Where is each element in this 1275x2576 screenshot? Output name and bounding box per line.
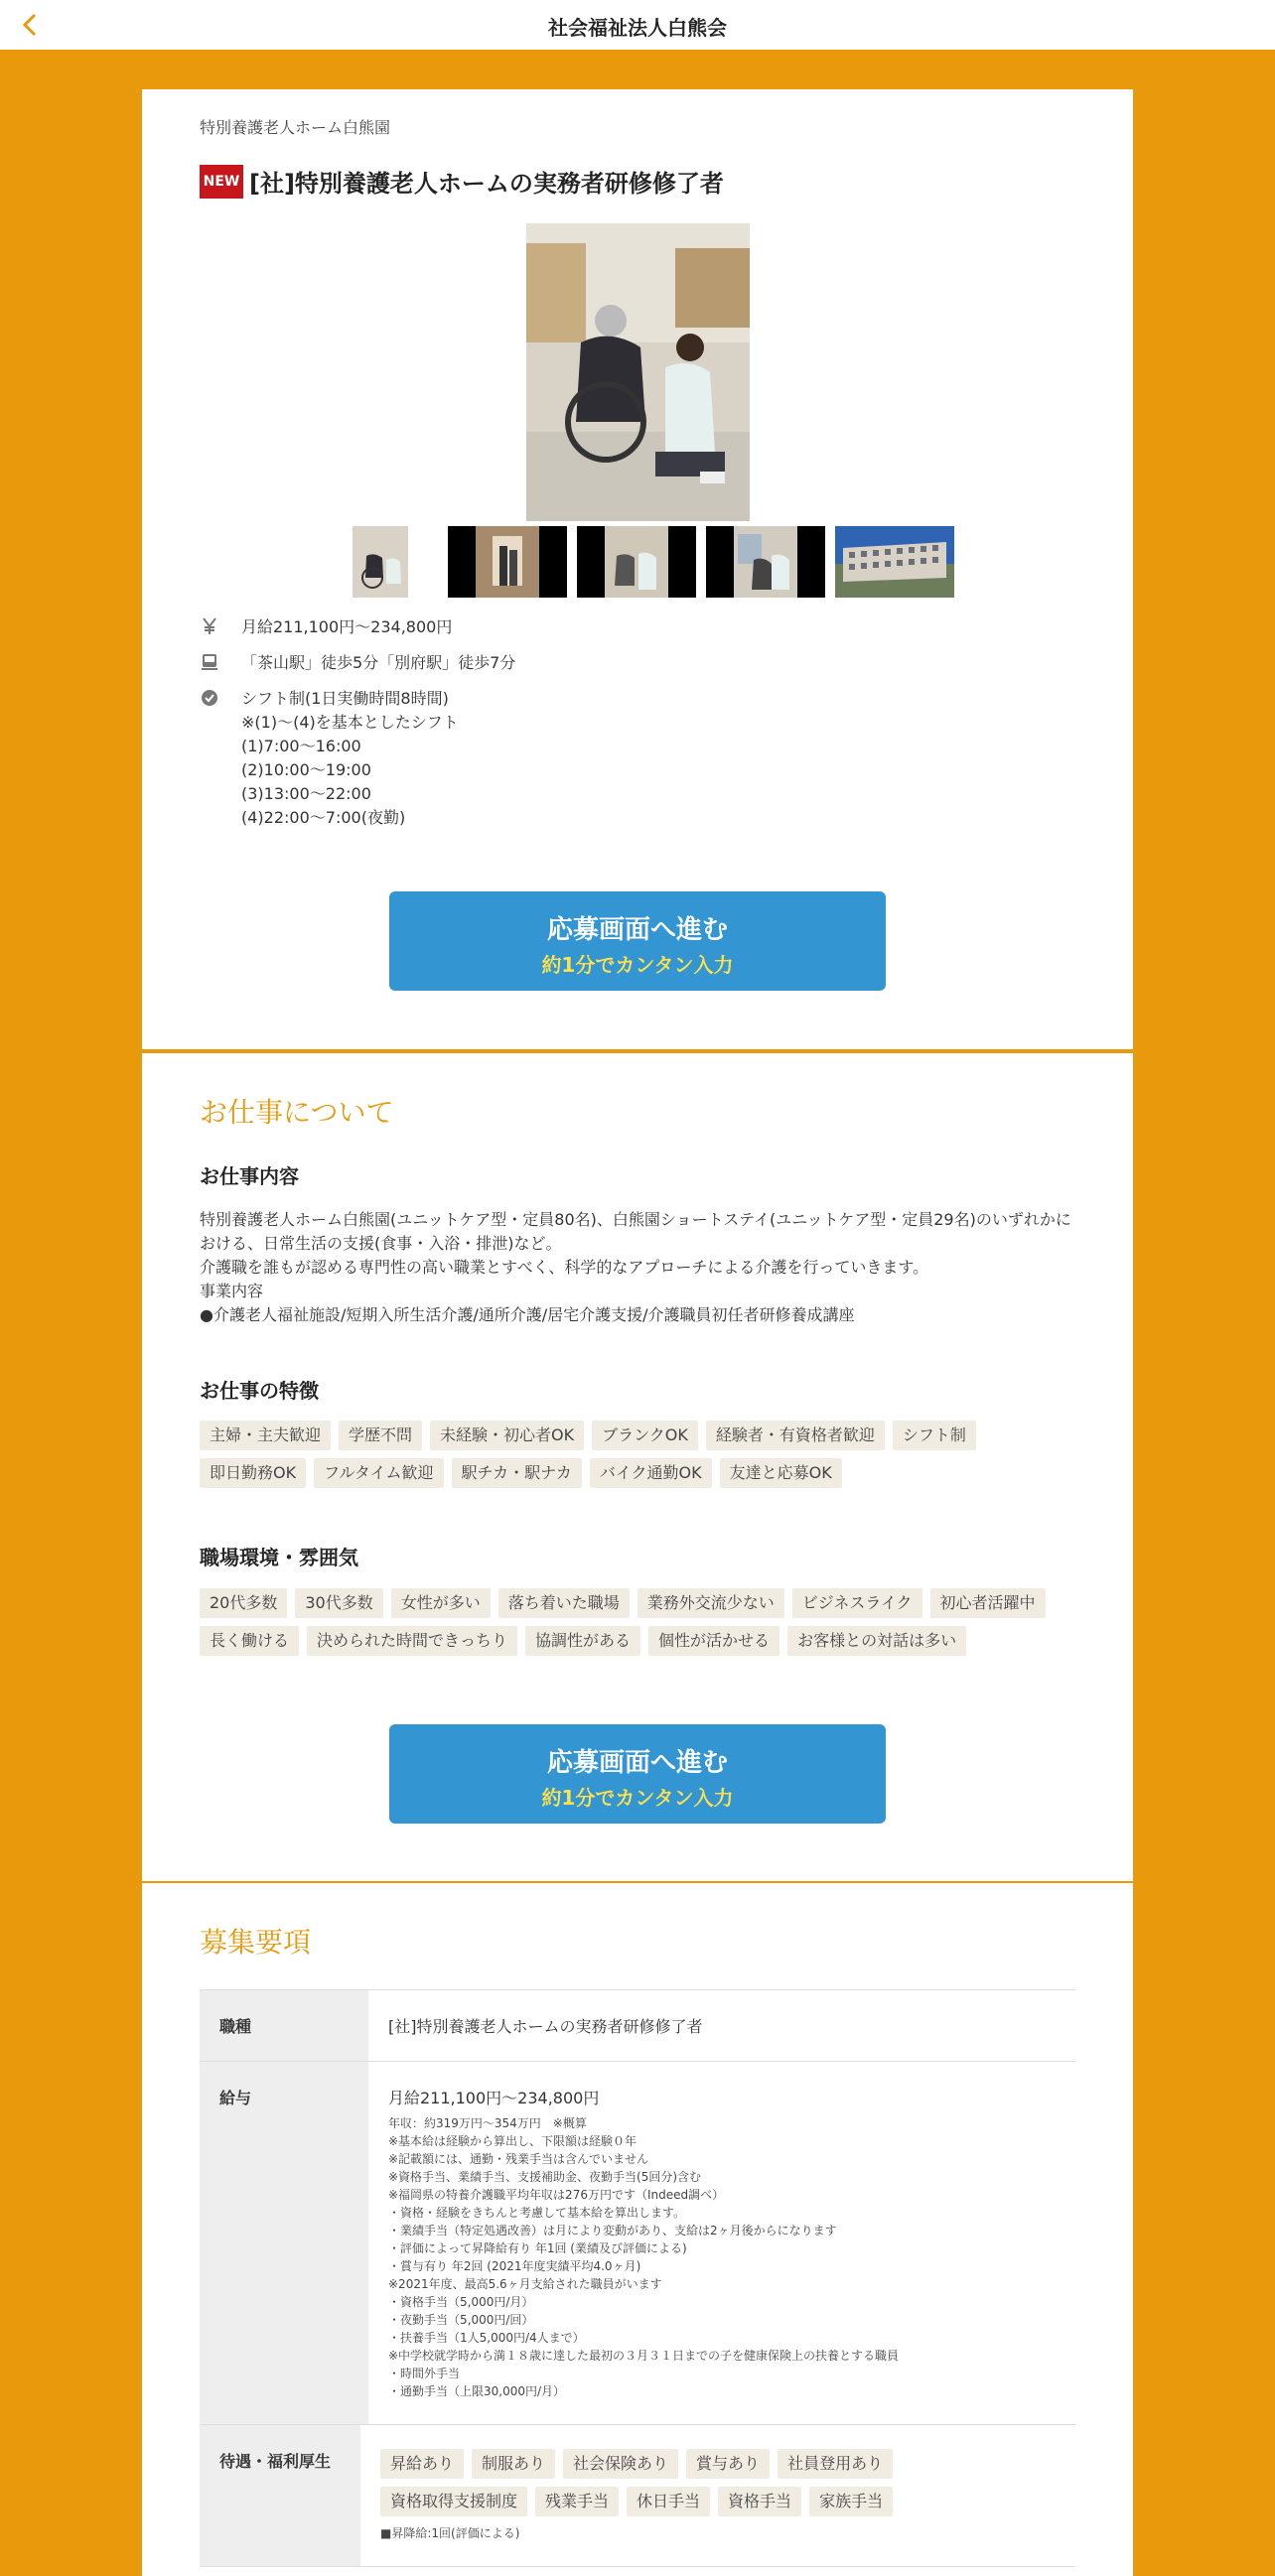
apply-button-label: 応募画面へ進む [546,1748,728,1778]
hours-line: (4)22:00～7:00(夜勤) [241,808,406,827]
salary-lines [388,2114,1056,2400]
tag: 20代多数 [200,1588,287,1618]
facility-name: 特別養護老人ホーム白熊園 [200,118,391,137]
description-line: おける、日常生活の支援(食事・入浴・排泄)など。 [200,1234,562,1253]
tag: 30代多数 [295,1588,382,1618]
clock-icon [200,689,219,709]
salary-line: ※基本給は経験から算出し、下限額は経験０年 [388,2134,638,2148]
row-label: 給与 [200,2062,368,2424]
tag: 資格手当 [718,2487,801,2516]
tag: 協調性がある [525,1626,640,1656]
job-details-card [142,1051,1133,1881]
salary-line: ※福岡県の特養介護職平均年収は276万円です（Indeed調べ） [388,2188,725,2202]
salary-line: ・資格・経験をきちんと考慮して基本給を算出します。 [388,2206,686,2220]
feature-tags [200,1421,1083,1496]
tag: バイク通勤OK [590,1458,712,1488]
salary-line: 年収：約319万円～354万円 ※概算 [388,2116,587,2130]
new-badge: NEW [200,165,243,199]
tag: 駅チカ・駅ナカ [452,1458,582,1488]
salary-line: ※資格手当、業績手当、支援補助金、夜勤手当(5回分)含む [388,2170,702,2184]
tag: お客様との対話は多い [787,1626,966,1656]
salary-line: ※中学校就学時から満１８歳に達した最初の３月３１日までの子を健康保険上の扶養とする職員 [388,2349,900,2363]
tag: 主婦・主夫歓迎 [200,1421,331,1450]
tag: 未経験・初心者OK [430,1421,584,1450]
salary-line: ・通勤手当（上限30,000円/月） [388,2384,566,2398]
apply-button-sublabel: 約1分でカンタン入力 [541,1786,734,1810]
hours-line: シフト制(1日実働時間8時間) [241,689,449,708]
salary-line: ・賞与有り 年2回 (2021年度実績平均4.0ヶ月) [388,2259,641,2273]
recruitment-card [142,1881,1133,2576]
salary-text: 月給211,100円〜234,800円 [241,617,453,636]
benefit-note: ■昇降給:1回(評価による) [380,2526,520,2540]
yen-icon [200,617,219,637]
top-bar [0,0,1275,50]
tag: 賞与あり [686,2449,770,2479]
row-value: [社]特別養護老人ホームの実務者研修修了者 [388,2017,703,2036]
tag: フルタイム歓迎 [314,1458,443,1488]
salary-main: 月給211,100円〜234,800円 [388,2089,600,2107]
tag: 初心者活躍中 [930,1588,1046,1618]
salary-line: ・資格手当（5,000円/月） [388,2295,534,2309]
salary-line: ・業績手当（特定処遇改善）は月により変動があり、支給は2ヶ月後からになります [388,2224,837,2237]
salary-line: ・時間外手当 [388,2367,461,2380]
tag: 社員登用あり [778,2449,893,2479]
section-heading-recruit: 募集要項 [200,1926,312,1959]
photo-thumbnails [142,526,1133,598]
table-row [200,2062,1075,2425]
thumbnail-4[interactable] [706,526,825,598]
page-title: 社会福祉法人白熊会 [548,16,727,40]
thumbnail-5[interactable] [835,526,954,598]
salary-line: ※記載額には、通勤・残業手当は含んでいません [388,2152,649,2166]
tag: ビジネスライク [792,1588,922,1618]
section-heading-work: お仕事について [200,1096,394,1129]
thumbnail-2[interactable] [448,526,567,598]
hours-info [200,687,459,830]
tag: 昇給あり [380,2449,464,2479]
tag: 経験者・有資格者歓迎 [706,1421,885,1450]
tag: ブランクOK [592,1421,698,1450]
description-line: ●介護老人福祉施設/短期入所生活介護/通所介護/居宅介護支援/介護職員初任者研修養成講座 [200,1305,855,1324]
tag: 業務外交流少ない [638,1588,784,1618]
apply-button[interactable] [389,891,886,991]
access-info [200,651,515,675]
tag: 友達と応募OK [720,1458,842,1488]
salary-line: ・夜勤手当（5,000円/回） [388,2313,534,2327]
description-line: 事業内容 [200,1282,264,1300]
hours-line: ※(1)～(4)を基本としたシフト [241,713,459,732]
benefit-tags [380,2449,1056,2524]
subheading-features: お仕事の特徴 [200,1379,319,1403]
description-line: 特別養護老人ホーム白熊園(ユニットケア型・定員80名)、白熊園ショートステイ(ユニットケア型・定員29名)のいずれかに [200,1210,1071,1229]
tag: 即日勤務OK [200,1458,306,1488]
job-title-row [200,164,724,199]
tag: 制服あり [472,2449,555,2479]
tag: 個性が活かせる [648,1626,779,1656]
salary-line: ※2021年度、最高5.6ヶ月支給された職員がいます [388,2277,662,2291]
tag: 休日手当 [627,2487,710,2516]
tag: 社会保険あり [563,2449,678,2479]
tag: 決められた時間できっちり [307,1626,517,1656]
tag: シフト制 [893,1421,976,1450]
benefits [360,2425,1075,2566]
row-label: 職種 [200,1990,368,2061]
hours-text [241,687,459,830]
main-photo [526,223,750,521]
thumbnail-3[interactable] [577,526,696,598]
thumbnail-1[interactable] [353,526,408,598]
job-description [200,1208,1093,1327]
subheading-content: お仕事内容 [200,1164,299,1188]
apply-button-2[interactable] [389,1724,886,1824]
environment-tags [200,1588,1083,1664]
tag: 落ち着いた職場 [498,1588,630,1618]
description-line: 介護職を誰もが認める専門性の高い職業とすべく、科学的なアプローチによる介護を行っていきます。 [200,1258,929,1277]
train-icon [200,653,219,673]
table-row [200,2425,1075,2567]
salary-line: ・扶養手当（1人5,000円/4人まで） [388,2331,585,2345]
table-row [200,1990,1075,2062]
tag: 残業手当 [535,2487,619,2516]
hours-line: (2)10:00～19:00 [241,760,371,779]
access-text: 「茶山駅」徒歩5分「別府駅」徒歩7分 [241,653,516,672]
hours-line: (1)7:00～16:00 [241,737,361,755]
row-label: 待遇・福利厚生 [200,2425,360,2566]
requirements-table [200,1989,1075,2567]
apply-button-label: 応募画面へ進む [546,915,728,945]
apply-button-sublabel: 約1分でカンタン入力 [541,953,734,977]
tag: 資格取得支援制度 [380,2487,527,2516]
tag: 長く働ける [200,1626,299,1656]
hours-line: (3)13:00～22:00 [241,784,371,803]
subheading-environment: 職場環境・雰囲気 [200,1546,358,1569]
salary-details [368,2062,1075,2424]
salary-line: ・評価によって昇降給有り 年1回 (業績及び評価による) [388,2241,687,2255]
tag: 学歴不問 [339,1421,422,1450]
tag: 女性が多い [391,1588,491,1618]
salary-info [200,615,452,639]
tag: 家族手当 [809,2487,893,2516]
job-title: [社]特別養護老人ホームの実務者研修修了者 [249,170,724,198]
job-summary-card [142,89,1133,1049]
